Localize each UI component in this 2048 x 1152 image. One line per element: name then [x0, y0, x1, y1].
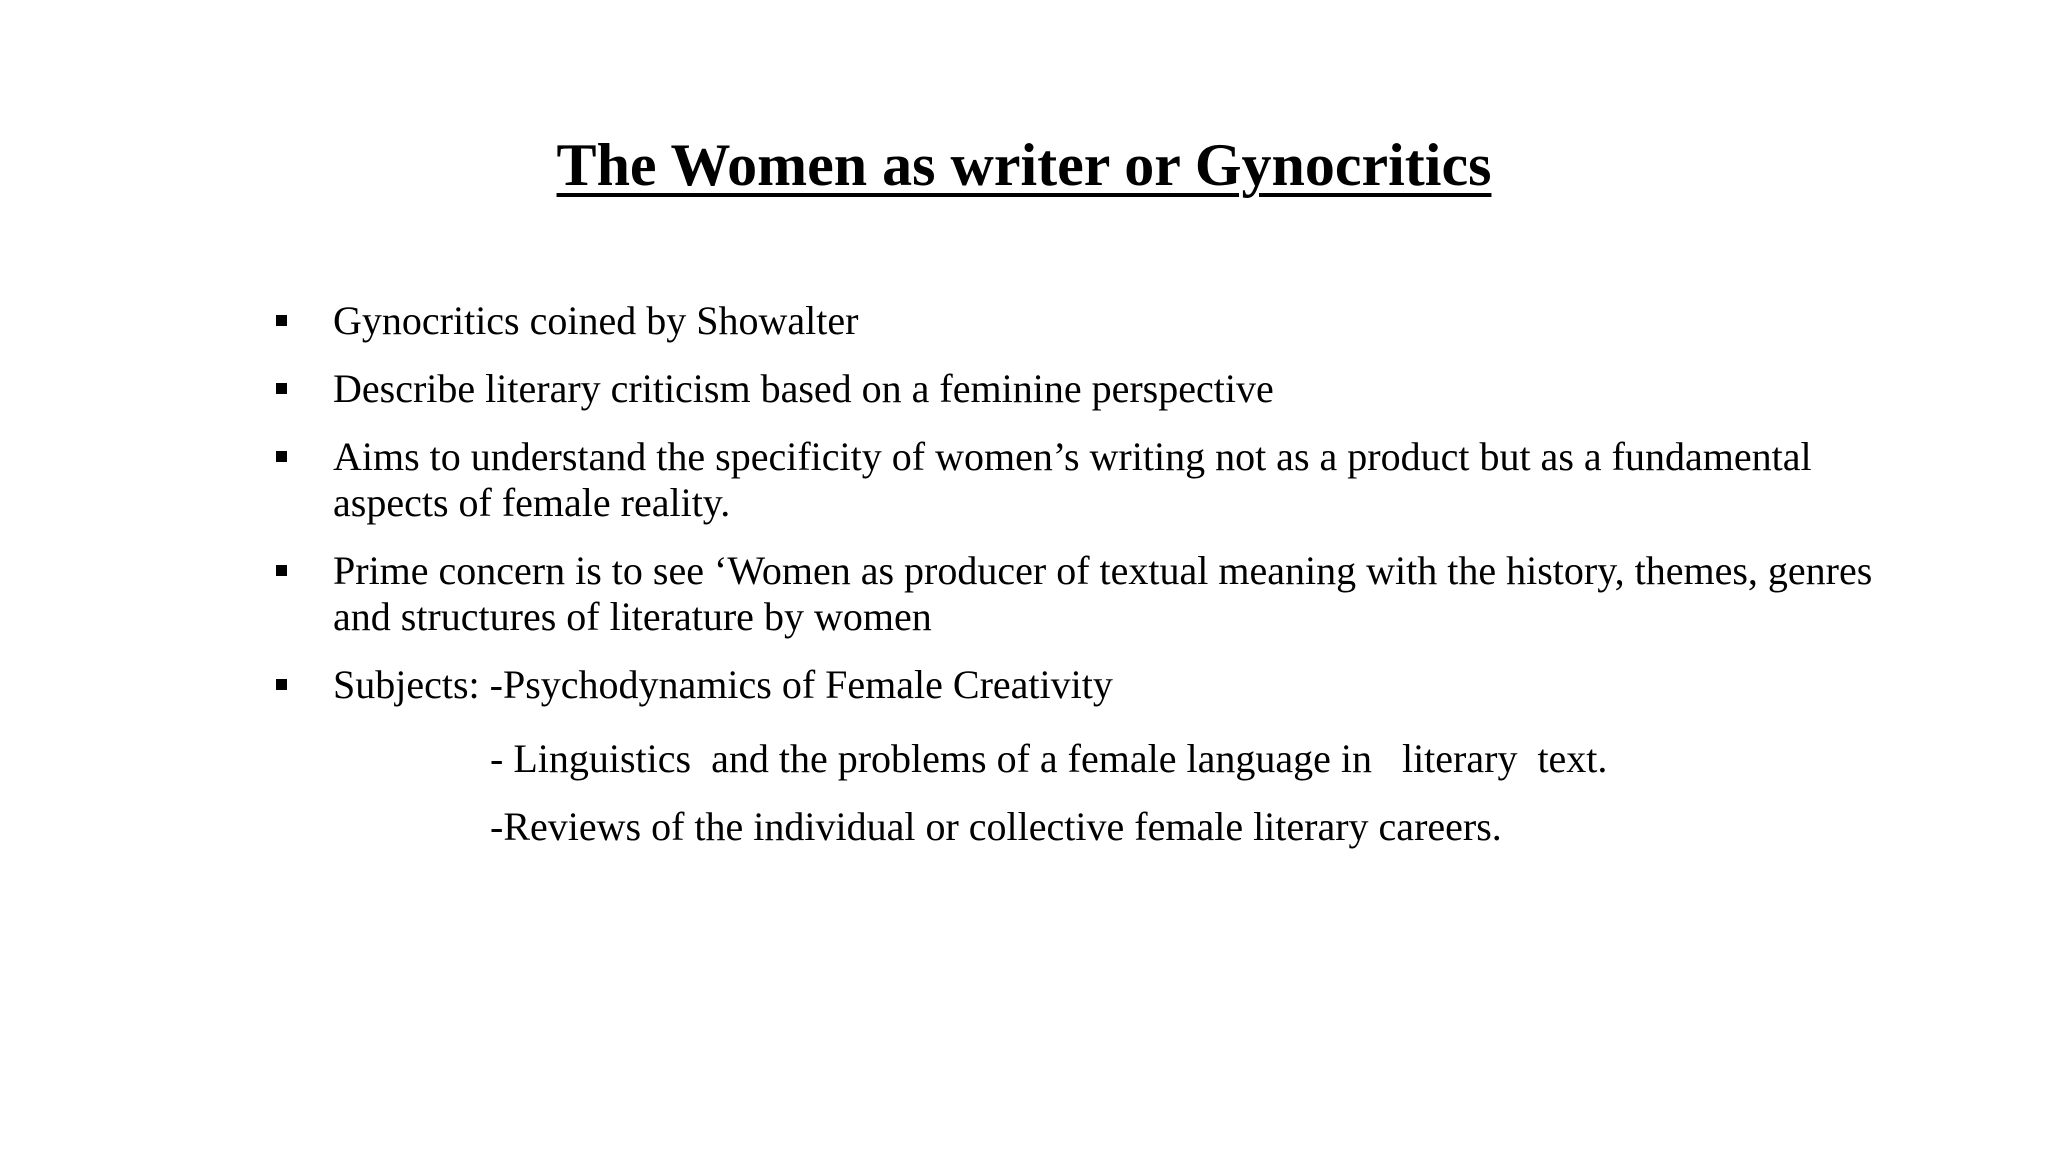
bullet-list — [276, 298, 1896, 730]
square-bullet-icon — [276, 315, 287, 326]
bullet-text: Gynocritics coined by Showalter — [333, 298, 859, 343]
bullet-item — [276, 298, 1896, 344]
square-bullet-icon — [276, 679, 287, 690]
square-bullet-icon — [276, 451, 287, 462]
slide-title: The Women as writer or Gynocritics — [556, 132, 1492, 198]
subject-sub-line: - Linguistics and the problems of a female language in literary text. — [490, 736, 1608, 781]
bullet-text: Prime concern is to see ‘Women as producer of textual meaning with the history, themes, genres and structures of literature by women — [333, 548, 1873, 639]
bullet-item — [276, 366, 1896, 412]
bullet-item — [276, 662, 1896, 708]
bullet-text: Subjects: -Psychodynamics of Female Creativity — [333, 662, 1113, 707]
bullet-item — [276, 548, 1896, 640]
square-bullet-icon — [276, 383, 287, 394]
subject-sub-line: -Reviews of the individual or collective female literary careers. — [490, 804, 1502, 849]
square-bullet-icon — [276, 565, 287, 576]
bullet-text: Describe literary criticism based on a feminine perspective — [333, 366, 1274, 411]
bullet-text: Aims to understand the specificity of women’s writing not as a product but as a fundamental aspects of female reality. — [333, 434, 1812, 525]
bullet-item — [276, 434, 1896, 526]
